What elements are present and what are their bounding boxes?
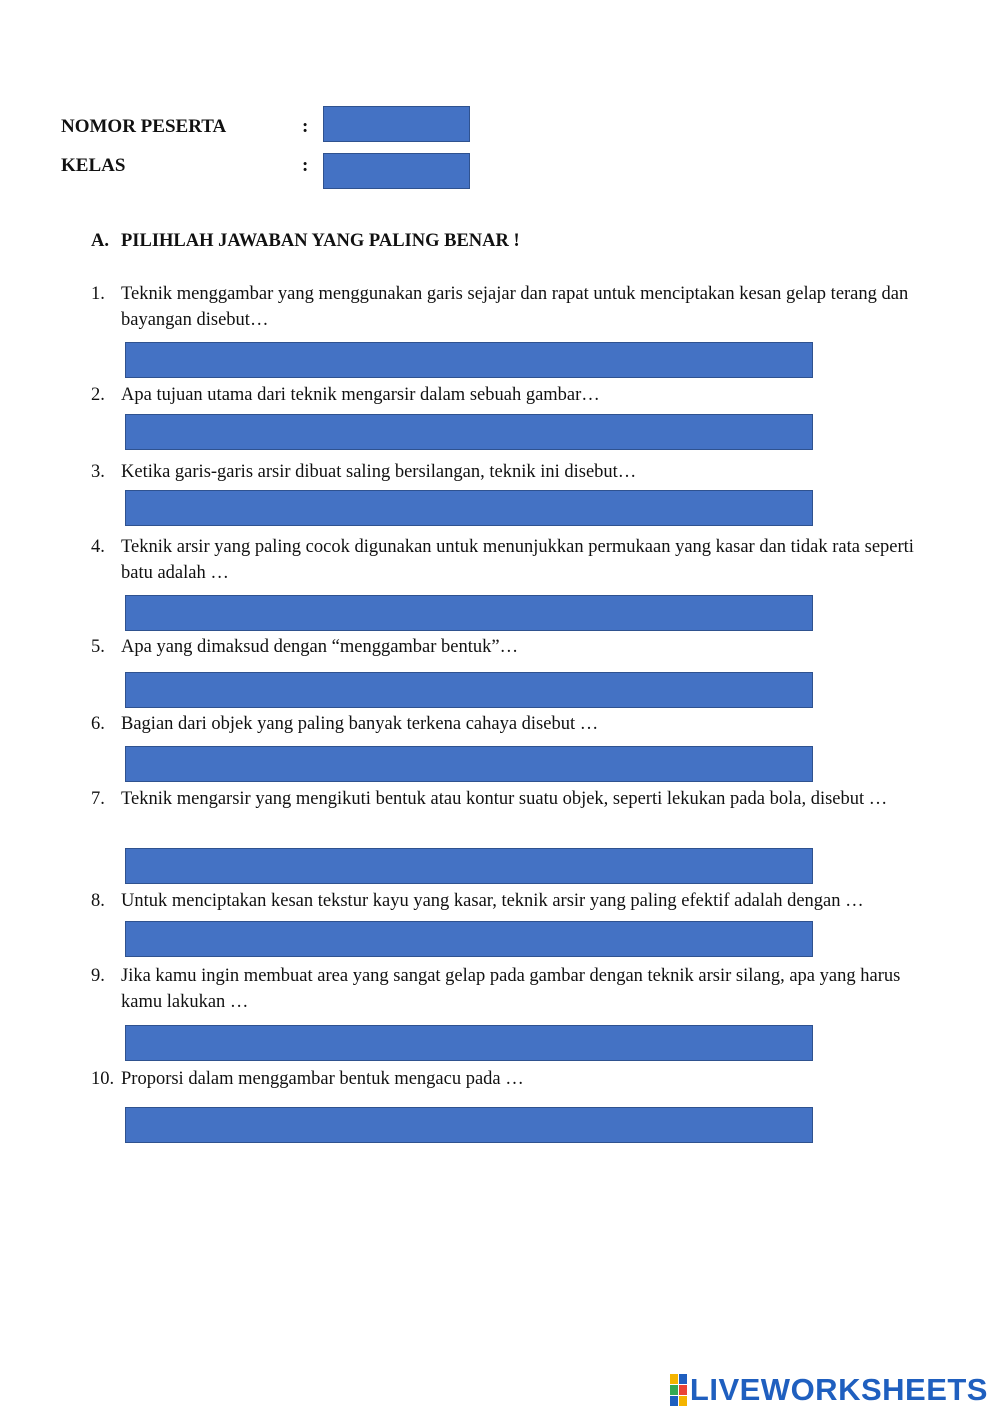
question-number: 7. [91, 789, 105, 809]
question-text: Apa tujuan utama dari teknik mengarsir dalam sebuah gambar… [121, 385, 600, 405]
section-letter: A. [91, 231, 109, 251]
question-text: Bagian dari objek yang paling banyak terkena cahaya disebut … [121, 714, 599, 734]
question-number: 8. [91, 891, 105, 911]
question-number: 3. [91, 462, 105, 482]
question-text: Teknik mengarsir yang mengikuti bentuk atau kontur suatu objek, seperti lekukan pada bola, disebut … [121, 789, 888, 809]
question-number: 5. [91, 637, 105, 657]
answer-input-6[interactable] [125, 746, 813, 782]
nomor-peserta-label: NOMOR PESERTA [61, 116, 227, 137]
answer-input-7[interactable] [125, 848, 813, 884]
nomor-peserta-input[interactable] [323, 106, 470, 142]
question-text: Ketika garis-garis arsir dibuat saling bersilangan, teknik ini disebut… [121, 462, 637, 482]
kelas-colon: : [302, 155, 309, 176]
question-10 [91, 1066, 936, 1092]
answer-input-9[interactable] [125, 1025, 813, 1061]
question-6 [91, 711, 936, 737]
question-text: Untuk menciptakan kesan tekstur kayu yang kasar, teknik arsir yang paling efektif adalah dengan … [121, 891, 864, 911]
question-5 [91, 634, 936, 660]
question-text: Proporsi dalam menggambar bentuk mengacu pada … [121, 1069, 524, 1089]
question-number: 6. [91, 714, 105, 734]
answer-input-1[interactable] [125, 342, 813, 378]
nomor-peserta-colon: : [302, 116, 309, 137]
question-number: 9. [91, 966, 105, 986]
section-title: PILIHLAH JAWABAN YANG PALING BENAR ! [121, 231, 520, 251]
question-text: Teknik arsir yang paling cocok digunakan untuk menunjukkan permukaan yang kasar dan tidak rata seperti batu adalah … [121, 537, 914, 583]
question-1 [91, 281, 936, 333]
question-number: 1. [91, 284, 105, 304]
question-number: 10. [91, 1069, 115, 1089]
answer-input-4[interactable] [125, 595, 813, 631]
question-3 [91, 459, 936, 485]
question-number: 4. [91, 537, 105, 557]
answer-input-8[interactable] [125, 921, 813, 957]
question-text: Jika kamu ingin membuat area yang sangat gelap pada gambar dengan teknik arsir silang, apa yang harus kamu lakukan … [121, 966, 901, 1012]
liveworksheets-logo-icon [670, 1374, 687, 1406]
question-text: Teknik menggambar yang menggunakan garis sejajar dan rapat untuk menciptakan kesan gelap terang dan bayangan disebut… [121, 284, 909, 330]
question-4 [91, 534, 936, 586]
logo-text: LIVEWORKSHEETS [689, 1372, 988, 1407]
kelas-input[interactable] [323, 153, 470, 189]
section-heading [91, 231, 520, 252]
question-number: 2. [91, 385, 105, 405]
question-7 [91, 786, 936, 812]
answer-input-2[interactable] [125, 414, 813, 450]
answer-input-10[interactable] [125, 1107, 813, 1143]
question-text: Apa yang dimaksud dengan “menggambar bentuk”… [121, 637, 519, 657]
answer-input-5[interactable] [125, 672, 813, 708]
kelas-label: KELAS [61, 155, 126, 176]
liveworksheets-logo [670, 1372, 988, 1408]
question-2 [91, 382, 936, 408]
question-9 [91, 963, 936, 1015]
question-8 [91, 888, 936, 914]
answer-input-3[interactable] [125, 490, 813, 526]
